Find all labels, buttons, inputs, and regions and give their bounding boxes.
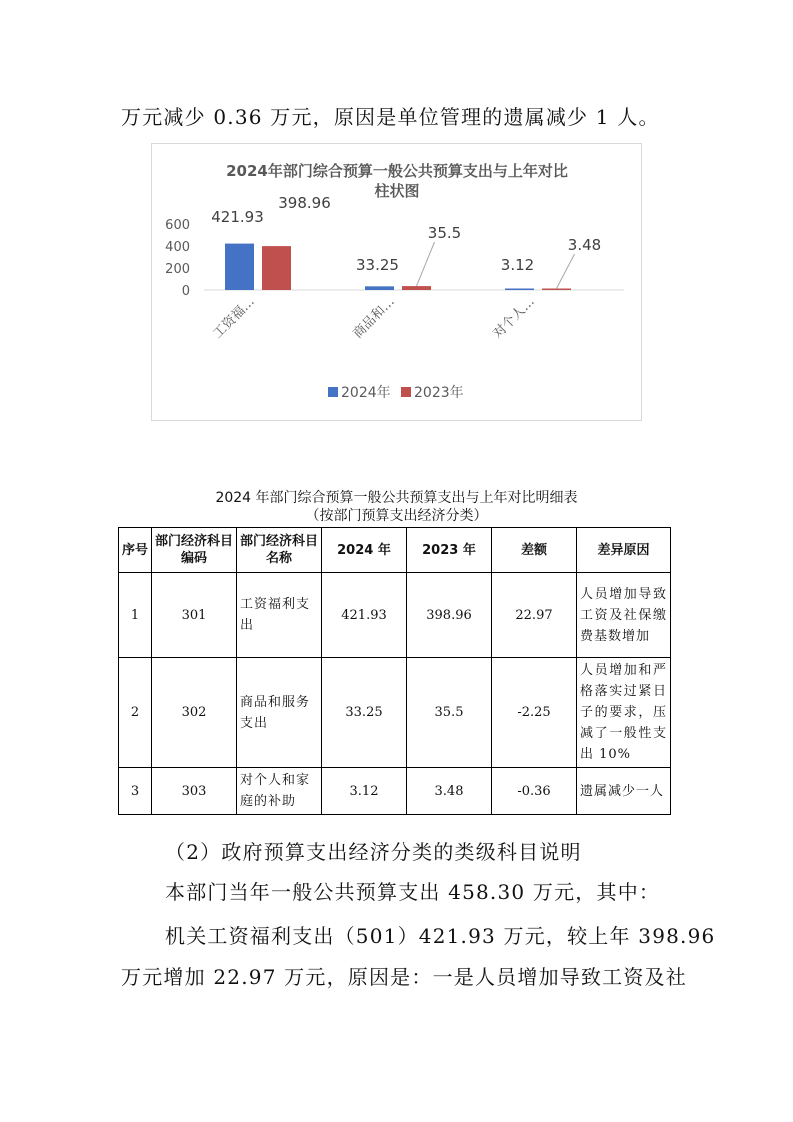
paragraph-3: 万元增加 22.97 万元，原因是：一是人员增加导致工资及社 xyxy=(121,965,687,989)
y-tick-label: 200 xyxy=(165,262,190,277)
table-row xyxy=(119,658,671,768)
header-cell: 序号 xyxy=(119,528,152,573)
table-row xyxy=(119,573,671,658)
bar-2023-2 xyxy=(542,289,571,291)
data-label: 3.12 xyxy=(500,256,535,274)
paragraph-1: 本部门当年一般公共预算支出 458.30 万元，其中： xyxy=(165,880,661,904)
data-label: 35.5 xyxy=(427,224,462,242)
header-cell: 部门经济科目编码 xyxy=(152,528,237,573)
cell-item-name: 商品和服务支出 xyxy=(237,658,322,768)
cell-difference: -0.36 xyxy=(492,768,577,815)
cell-index: 3 xyxy=(119,768,152,815)
bar-2024-0 xyxy=(225,244,254,290)
table-subtitle: （按部门预算支出经济分类） xyxy=(305,508,488,524)
cell-difference: 22.97 xyxy=(492,573,577,658)
leader-line xyxy=(417,242,435,286)
cell-2024: 421.93 xyxy=(322,573,407,658)
cell-item-name: 对个人和家庭的补助 xyxy=(237,768,322,815)
cell-code: 303 xyxy=(152,768,237,815)
data-label: 3.48 xyxy=(567,236,602,254)
data-label: 398.96 xyxy=(278,194,331,212)
header-cell: 差额 xyxy=(492,528,577,573)
cell-difference: -2.25 xyxy=(492,658,577,768)
cell-2024: 3.12 xyxy=(322,768,407,815)
leader-line xyxy=(557,254,575,289)
header-cell: 差异原因 xyxy=(577,528,671,573)
bar-2024-1 xyxy=(365,286,394,290)
legend-swatch xyxy=(328,387,338,397)
cell-reason: 遗属减少一人 xyxy=(577,768,671,815)
cell-2023: 3.48 xyxy=(407,768,492,815)
cell-reason: 人员增加和严格落实过紧日子的要求，压减了一般性支出 10% xyxy=(577,658,671,768)
cell-item-name: 工资福利支出 xyxy=(237,573,322,658)
chart-title: 2024年部门综合预算一般公共预算支出与上年对比 xyxy=(226,162,568,180)
chart-subtitle: 柱状图 xyxy=(374,182,420,200)
legend-label: 2024年 xyxy=(341,385,391,401)
legend-label: 2023年 xyxy=(414,385,464,401)
section-heading: （2）政府预算支出经济分类的类级科目说明 xyxy=(165,840,582,864)
bar-2023-1 xyxy=(402,286,431,290)
data-label: 33.25 xyxy=(356,256,399,274)
cell-2023: 35.5 xyxy=(407,658,492,768)
table-caption xyxy=(0,489,793,525)
bar-chart xyxy=(151,143,642,421)
table-title: 2024 年部门综合预算一般公共预算支出与上年对比明细表 xyxy=(215,490,578,506)
header-cell: 部门经济科目名称 xyxy=(237,528,322,573)
y-tick-label: 400 xyxy=(165,240,190,255)
cell-index: 1 xyxy=(119,573,152,658)
legend-swatch xyxy=(401,387,411,397)
cell-code: 301 xyxy=(152,573,237,658)
cell-2024: 33.25 xyxy=(322,658,407,768)
cell-2023: 398.96 xyxy=(407,573,492,658)
data-label: 421.93 xyxy=(211,208,264,226)
x-tick-label: 工资福… xyxy=(210,294,258,342)
bar-2024-2 xyxy=(505,289,534,291)
chart-canvas xyxy=(152,144,643,422)
cell-index: 2 xyxy=(119,658,152,768)
table-row xyxy=(119,768,671,815)
y-tick-label: 0 xyxy=(181,284,190,299)
x-tick-label: 对个人… xyxy=(490,294,538,342)
paragraph-top: 万元减少 0.36 万元，原因是单位管理的遗属减少 1 人。 xyxy=(121,105,660,129)
paragraph-2: 机关工资福利支出（501）421.93 万元，较上年 398.96 xyxy=(165,924,716,948)
budget-comparison-table xyxy=(118,527,671,815)
bar-2023-0 xyxy=(262,246,291,290)
cell-code: 302 xyxy=(152,658,237,768)
x-tick-label: 商品和… xyxy=(350,294,398,342)
cell-reason: 人员增加导致工资及社保缴费基数增加 xyxy=(577,573,671,658)
y-tick-label: 600 xyxy=(165,218,190,233)
header-cell: 2023 年 xyxy=(407,528,492,573)
header-cell: 2024 年 xyxy=(322,528,407,573)
table-header-row xyxy=(119,528,671,573)
